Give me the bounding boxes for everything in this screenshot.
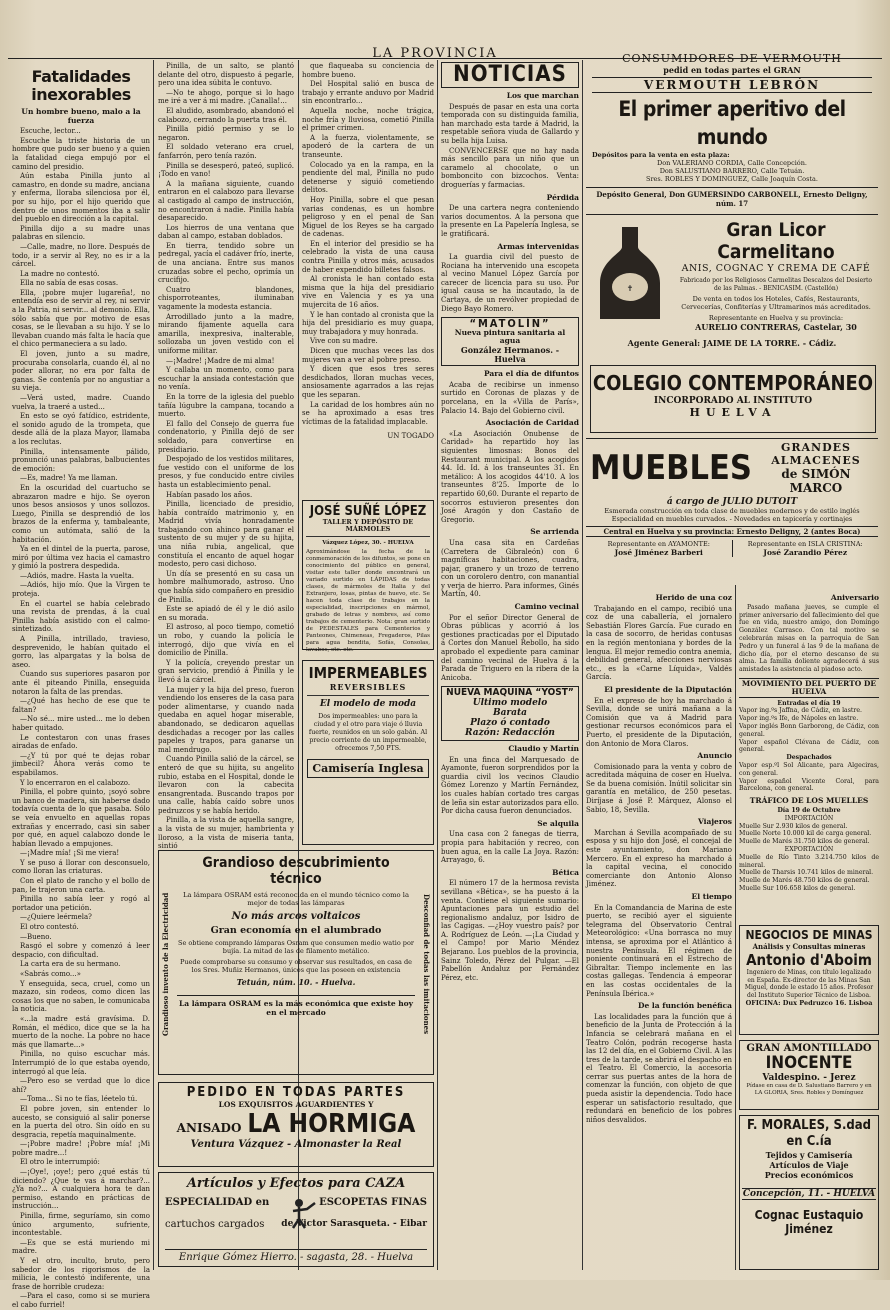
news-body	[739, 594, 879, 674]
paragraph: A la mañana siguiente, cuando entraron en el calabozo para llevarse al castigado al campo de instrucción, no encontraron á nadie. Pinilla había desaparecido.	[158, 179, 294, 223]
movimiento-salidas: Despachados	[786, 754, 832, 762]
ad-caza-l4: de Victor Sarasqueta. - Eibar	[281, 1219, 427, 1229]
ad-impermeables-sub: REVERSIBLES	[329, 682, 407, 692]
paragraph: —¡Oye!, ¡oye!; pero ¿qué estás tú diciendo? ¿Que te vas á marchar?... ¿Ya no?... A cualquiera hora te dan permiso, estando en prácticas de instrucción...	[12, 1168, 150, 1211]
paragraph: Del Hospital salió en busca de trabajo y errante anduvo por Madrid sin encontrarlo...	[302, 80, 434, 106]
paragraph: Al cronista le han contado esta misma que la hija del presidiario vive en Valencia y es ya una mujercita de 16 años.	[302, 275, 434, 310]
list-item: Muelle de Río Tinto 3.214.750 kilos de mineral.	[739, 853, 879, 869]
noticias-title: NOTICIAS	[441, 62, 579, 88]
paragraph: En el interior del presidio se ha celebrado la vista de una causa contra Pinilla y otros más, acusados de haber expendido billetes falsos.	[302, 239, 434, 274]
paragraph: Y dicen que esos tres seres desdichados, lloran muchas veces, ansiosamente agarrados a las rejas que les separan.	[302, 365, 434, 399]
news-heading: El presidente de la Diputación	[604, 684, 732, 694]
vermouth-top: CONSUMIDORES DE VERMOUTH	[622, 52, 842, 65]
paragraph: Pinilla no sabía leer y rogó al portador una petición.	[12, 895, 150, 912]
paragraph: El joven, junto a su madre, procuraba consolarla, cuando él, al no poder allorar, no era por falta de ganas. Se contenía por no angustiar a su vieja.	[12, 350, 150, 393]
list-item: Vapor español Vicente Coral, para Barcelona, con general.	[739, 777, 879, 793]
paragraph: Pinilla dijo a su madre unas palabras en silencio.	[12, 224, 150, 242]
news-text: CONVENCERSE que no hay nada más sencillo para un niño que un caramelo al chocolate, o un bomboncito con bizcochos. Venta: droguerías y farmacias.	[441, 146, 579, 189]
paragraph: Pinilla, firme, seguríamo, sin como único argumento, sufriente, incontestable.	[12, 1212, 150, 1238]
ad-marmoles-address: Vázquez López, 30. - HUELVA	[322, 540, 414, 546]
ad-colegio	[590, 365, 876, 433]
paragraph: —¡Madre mía! ¡Si me viera!	[20, 849, 120, 858]
article-body	[158, 62, 294, 851]
ad-marmoles-name: JOSÉ SUÑÉ LÓPEZ	[309, 504, 427, 519]
paragraph: Con el plato de rancho y el bollo de pan, le trajeron una carta.	[12, 877, 150, 894]
news-heading: Anuncio	[697, 751, 732, 761]
ad-impermeables-text: Dos impermeables: uno para la ciudad y el otro para viaje ó lluvia fuerte, reunidos en un solo gabán. Al precio corriente de un impermeable, ofrecemos 7,50 PTS.	[308, 713, 428, 752]
minas-name: Antonio d'Aboim	[746, 951, 872, 969]
vermouth-r2: Don SALUSTIANO BARRERO, Calle Tetuán.	[659, 167, 805, 175]
paragraph: Despojado de los vestidos militares, fue vestido con el uniforme de los presos, y fue conducido entre civiles hasta un establecimiento penal.	[158, 455, 294, 489]
paragraph: Cuatro blandones, chisporroteantes, iluminaban vagamente la modesta estancia.	[158, 285, 294, 312]
list-item: Vapor ing.ºs Ife, de Nápoles en lastre.	[739, 715, 859, 723]
column-rule	[437, 60, 438, 1270]
news-body	[586, 594, 732, 1124]
vermouth-name: VERMOUTH LEBRÓN	[592, 77, 872, 93]
colegio-title: COLEGIO CONTEMPORÁNEO	[592, 371, 874, 395]
paragraph: Ella, ¡pobre mujer lugareña!, no entendía eso de servir al rey, ni servir a la Patria, ni servir... al demonio. Ella, sólo sabía que por motivo de esas cosas, se le llevaban a su hijo. Y se lo llevaban cuando más falta le hacía que el chico permaneciera a su lado.	[12, 288, 150, 349]
paragraph: —Verá usted, madre. Cuando vuelva, la traeré a usted...	[12, 394, 150, 411]
paragraph: Arrodillado junto a la madre, mirando fijamente aquella cara amarilla, inexpresiva, inalterable, sollozaba un joven vestido con el uniforme militar.	[158, 312, 294, 355]
paragraph: A Pinilla, intrillado, travieso, desprevenido, le habían quitado el gorro, las alpargatas y la bolsa de aseo.	[12, 635, 150, 669]
noticias-items-c	[441, 745, 579, 982]
news-column-7	[586, 590, 732, 1270]
vermouth-slogan: El primer aperitivo del mundo	[618, 97, 846, 149]
paragraph: —Pero eso se verdad que lo dice ahí?	[12, 1077, 150, 1094]
news-text: En el expreso de hoy ha marchado á Sevilla, donde se unirá mañana a la Comisión que va á Madrid para gestionar recursos económicos para el Puerto, el presidente de la Diputación, don Antonio de Mora Claros.	[586, 696, 732, 748]
paragraph: —¿Quiere leérmela?	[20, 913, 92, 922]
paragraph: Y le han contado al cronista que la hija del presidiario es muy guapa, muy trabajadora y muy honrada.	[302, 310, 434, 336]
ad-osram-title: Grandioso descubrimiento técnico	[202, 855, 390, 887]
news-text: En una finca del Marquesado de Ayamonte, fueron sorprendidos por la guardia civil los vecinos Claudio Gómez Lorenzo y Martín Fernández, los cuales habían cortado tres cargas de leña sin estar autorizados para ello. Por dicha causa fueron denunciados.	[441, 755, 579, 816]
amontillado-t4: Pídase en casa de D. Salustiano Barrero y en LA GLORIA, Sres. Robles y Domínguez	[746, 1083, 872, 1096]
news-text: El número 17 de la hermosa revista sevillana «Bética», se ha puesto á la venta. Contiene el siguiente sumario: Apuntaciones para un estudio del regionalismo andaluz, por Isidro de las Cagigas. —¿Hoy vuestro país? por A. Rodríguez de León. —¡La Ciudad y el Campo! por Mario Méndez Bejarano. Los pueblos de la provincia, Sainz Toledo, Pérez del Pulgar. —El Pabellón Andaluz por Fernández Pérez, etc.	[441, 879, 579, 982]
paragraph: —¿Y tú por qué te dejas robar jimbecil? Ahora verás como te espabilamos.	[12, 751, 150, 777]
paragraph: Y la policía, creyendo prestar un gran servicio, prendió á Pinilla y le llevó á la cárcel.	[158, 658, 294, 684]
list-item: Vapor esp.ºl Sol Alicante, para Algeciras, con general.	[739, 761, 879, 777]
paragraph: El astroso, al poco tiempo, cometió un robo, y cuando la policía le interrogó, dijo que vivía en el domicilio de Pinilla.	[158, 623, 294, 658]
news-text: «La Asociación Onubense de Caridad» ha repartido hoy las siguientes limosnas: Bonos del Restaurant municipal. A los acogidos 44. Id. Id. á los transeuntes 31. En metálico: A los acogidos 44'10. A los transeuntes 8'25. Importe de lo repartido 60,60. Durante el reparto de socorros estuvieron presentes don José Aragón y don Castaño de Gregorio.	[441, 429, 579, 524]
ad-caza-footer: Enrique Gómez Hierro. - sagasta, 28. - Huelva	[165, 1249, 427, 1263]
news-heading: Aniversario	[830, 593, 879, 602]
paragraph: Pinilla pidió permiso y se lo negaron.	[158, 125, 294, 142]
ad-osram-line3: Gran economía en el alumbrado	[210, 925, 382, 936]
paragraph: Pinilla, licenciado de presidio, había contraído matrimonio y, en Madrid vivía honradamente trabajando con ahinco para ganar el sustento de su mujer y de su hijita, una niña rubia, angelical, que constituía el encanto de aquel hogar modesto, pero casi dichoso.	[158, 500, 294, 569]
article-body	[12, 127, 150, 1309]
ad-impermeables-title: IMPERMEABLES	[308, 664, 428, 682]
list-item: Vapor inglés Bonn Garborong, de Cádiz, con general.	[739, 722, 879, 738]
trafico-day: Día 19 de Octubre	[777, 806, 841, 814]
news-column-8	[739, 590, 879, 920]
ad-hormiga-top: PEDIDO EN TODAS PARTES	[186, 1085, 406, 1100]
paragraph: A la fuerza, violentamente, se apoderó de la cartera de un transeunte.	[302, 133, 434, 159]
vermouth-r1: Don VALERIANO CORDIA, Calle Concepción.	[657, 159, 807, 167]
matolin-maker: González Hermanos. - Huelva	[460, 345, 560, 364]
noticias-items-b	[441, 370, 579, 682]
yost-l3: Plazo ó contado	[470, 718, 550, 728]
paragraph: Pinilla, a la vista de aquella sangre, a la vista de su mujer, hambrienta y lloroso, a la vista de miseria tanta, sintió	[158, 816, 294, 851]
paragraph: La caridad de los hombres aún no se ha aproximado a esas tres víctimas de la fatalidad implacable.	[302, 400, 434, 426]
news-text: Trabajando en el campo, recibió una coz de una caballería, el jornalero Sebastián Flores García. Fue curado en la casa de socorro, de heridas contusas en la región mentoniana y bordes de la lengua. El mejor remedio contra anemia, debilidad general, afecciones nerviosas etc., es la «Carne Líquida», Valdés García.	[586, 604, 732, 682]
morales-s2: Artículos de Viaje	[769, 1160, 849, 1170]
minas-sub: Análisis y Consultas mineras	[752, 942, 866, 951]
ad-la-hormiga	[158, 1082, 434, 1167]
colegio-sub: INCORPORADO AL INSTITUTO	[653, 396, 813, 406]
ad-osram-side-left: Grandioso invento de la Electricidad	[161, 892, 170, 1036]
ad-amontillado	[739, 1040, 879, 1110]
news-heading: Viajeros	[697, 817, 732, 827]
news-heading: Herido de una coz	[655, 593, 732, 602]
article-column-1	[12, 62, 150, 1309]
ad-vermouth	[586, 52, 878, 212]
paragraph: Dicen que muchas veces las dos mujeres van a ver al pobre preso.	[302, 347, 434, 364]
ad-osram-side-right: Desconfiad de todas las imitaciones	[422, 893, 431, 1035]
matolin-title: “MATOLÍN”	[469, 317, 551, 331]
paragraph: En esto se oyó fatídico, estridente, el sonido agudo de la trompeta, que desde allá de la plaza Mayor, llamaba a los reclutas.	[12, 412, 150, 446]
news-text: La guardia civil del puesto de Rociana ha intervenido una escopeta al vecino Manuel López García por carecer de licencia para su uso. Por igual causa se ha incautado, la de Cartaya, de un revólver propiedad de Diego Bayo Romero.	[441, 253, 579, 313]
paragraph: Escuche, lector...	[20, 127, 81, 136]
ad-caza-l2: ESCOPETAS FINAS	[319, 1197, 427, 1208]
paragraph: —Es, madre! Ya me llaman.	[20, 474, 118, 483]
amontillado-t2: INOCENTE	[765, 1053, 853, 1073]
ad-osram-line4: Se obtiene comprando lámparas Osram que consumen medio watio por bujía. La mitad de las de filamento metálico.	[178, 939, 414, 955]
list-item: Vapor ing.ºs Jaffna, de Cádiz, en lastre.	[739, 707, 862, 715]
ad-minas	[739, 925, 879, 1035]
ad-impermeables-model: El modelo de moda	[319, 699, 417, 709]
licor-sub: ANIS, COGNAC Y CREMA DE CAFÉ	[681, 263, 871, 274]
paragraph: —Es que se está muriendo mi madre.	[12, 1238, 150, 1256]
news-heading: Se arrienda	[530, 527, 579, 537]
list-item: Muelle de Marés 48.750 kilos de general.	[739, 877, 870, 885]
vermouth-gen: Depósito General, Don GUMERSINDO CARBONELL, Ernesto Deligny, núm. 17	[586, 187, 878, 208]
amontillado-t3: Valdespino. - Jerez	[762, 1073, 856, 1083]
muebles-t1: Esmerada construcción en toda clase de muebles modernos y de estilo inglés	[604, 507, 860, 515]
paragraph: En la torre de la iglesia del pueblo tañía lúgubre la campana, tocando a muerto.	[158, 392, 294, 419]
news-heading: Pérdida	[546, 192, 579, 202]
ad-marmoles	[302, 500, 434, 653]
ad-impermeables	[302, 660, 434, 845]
list-item: Muelle Sur 2.930 kilos de general.	[739, 822, 848, 830]
paragraph: Un día se presentó en su casa un hombre malhumorado, astroso. Uno que había sido compañero en presidio de Pinilla.	[158, 569, 294, 604]
ad-osram-line2: No más arcos voltaicos	[231, 911, 361, 922]
paragraph: Le contestaron con unas frases airadas de enfado.	[12, 733, 150, 751]
hunter-icon	[281, 1197, 317, 1229]
article-body	[302, 62, 434, 426]
list-item: Vapor español Clévana de Cádiz, con general.	[739, 738, 879, 754]
trafico-imp-list	[739, 823, 879, 846]
movimiento-list	[739, 707, 879, 754]
news-heading: Camino vecinal	[514, 602, 579, 612]
ad-muebles	[586, 438, 878, 583]
licor-agent: Agente General: JAIME DE LA TORRE. - Cádiz.	[627, 338, 837, 348]
movimiento-title: MOVIMIENTO DEL PUERTO DE HUELVA	[739, 678, 879, 698]
licor-fab: Fabricado por los Religiosos Carmelitas Descalzos del Desierto de las Palmas. - BENICASIM. (Castellón)	[679, 277, 873, 292]
trafico-imp: IMPORTACIÓN	[784, 814, 834, 822]
ad-caza-l3: cartuchos cargados	[165, 1219, 265, 1230]
paragraph: Ella no sabía de esas cosas.	[20, 279, 119, 288]
paragraph: Este se apiadó de él y le dió asilo en su morada.	[158, 605, 294, 622]
muebles-cargo: á cargo de JULIO DUTOIT	[666, 497, 798, 507]
paragraph: Hoy Pinilla, sobre el que pesan varias condenas, es un hombre peligroso y en el penal de San Miguel de los Reyes se ha cargado de cadenas.	[302, 195, 434, 239]
article-signature: UN TOGADO	[387, 432, 434, 441]
article-subtitle: Un hombre bueno, malo a la fuerza	[21, 107, 141, 125]
muebles-rep1: Representante en AYAMONTE:	[607, 540, 710, 548]
yost-l2: Barata	[492, 708, 527, 718]
paragraph: —Para el caso, como si se muriera el cabo furriel!	[12, 1292, 150, 1309]
news-heading: Armas intervenidas	[497, 241, 579, 251]
ad-osram-footer: La lámpara OSRAM es la más económica que existe hoy en el mercado	[177, 995, 415, 1017]
paragraph: El otro le interrumpió:	[20, 1158, 100, 1167]
paragraph: El aludido, asombrado, abandonó el calabozo, cerrando la puerta tras él.	[158, 106, 294, 124]
colegio-city: HUELVA	[689, 406, 777, 419]
article-title: Fatalidades inexorables	[31, 67, 131, 104]
licor-venta: De venta en todos los Hoteles, Cafés, Restaurants, Cervecerías, Confiterías y Ultramarinos más acreditados.	[681, 295, 871, 311]
paragraph: En la oscuridad del cuartucho se abrazaron madre e hijo. Se oyeron unos besos ansiosos y unos sollozos. Luego, Pinilla se desprendió de los brazos de la enferma y, tambaleante, como un autómata, salió de la habitación.	[12, 483, 150, 544]
muebles-rep1n: José Jiménez Barberi	[614, 548, 703, 557]
paragraph: La carta era de su hermano.	[20, 960, 121, 969]
paragraph: La madre no contestó.	[20, 269, 100, 278]
paragraph: En tierra, tendido sobre un pedregal, yacía el cadáver frío, inerte, de una anciana. Entre sus manos cruzadas sobre el pecho, oprimía un crucifijo.	[158, 241, 294, 285]
muebles-t2: Especialidad en muebles curvados. - Novedades en tapicería y cortinajes	[611, 515, 853, 523]
news-heading: Los que marchan	[506, 91, 579, 100]
yost-l4: Razón: Redacción	[465, 728, 555, 738]
list-item: Muelle de Marés 31.750 kilos de general.	[739, 838, 870, 846]
paragraph: La mujer y la hija del preso, fueron vendiendo los enseres de la casa para poder alimentarse, y cuando nada quedaba en aquel hogar miserable, abandonado, se dedicaron aquellas desdichadas a recoger por las calles papeles y trapos, para ganarse un mal mendrugo.	[158, 685, 294, 754]
news-text: En la Comandancia de Marina de este puerto, se recibió ayer el siguiente telegrama del Observatorio Central Meteorológico: «Una borrasca no muy intensa, se aproxima por el Atlántico á nuestra Península. El régimen de poniente continuará en el Estrecho de Gibraltar. Tiempo inclemente en las costas gallegas. Tendencia á empeorar en las costas occidentales de la Península Ibérica.»	[586, 903, 732, 998]
bottle-icon	[590, 223, 670, 323]
paragraph: Pinilla se desesperó, pateó, suplicó. ¡Todo en vano!	[158, 161, 294, 179]
morales-title: F. MORALES, S.dad en C.ía	[746, 1118, 872, 1149]
ad-caza	[158, 1172, 434, 1267]
article-column-2	[158, 62, 294, 902]
news-text: Pasado mañana jueves, se cumple el primer aniversario del fallecimiento del que fue en vida, nuestro amigo, don Domingo González Carrasco. Con tal motivo se celebrarán misas en la parroquia de San Pedro y un funeral á las 9 de la mañana de dicho día, por el eterno descanso de su alma. La familia doliente agradecerá á sus amistades la asistencia al piadoso acto.	[739, 603, 879, 674]
muebles-title: MUEBLES	[590, 448, 752, 488]
vermouth-dep: Depósitos para la venta en esta plaza:	[592, 151, 730, 159]
paragraph: Y se puso á llorar con desconsuelo, como lloran las criaturas.	[12, 858, 150, 876]
paragraph: Pinilla, intensamente pálido, pronunció unas palabras, balbucientes de emoción:	[12, 447, 150, 473]
trafico-exp-list	[739, 854, 879, 893]
news-text: Una casa con 2 fanegas de tierra, propia para habitación y recreo, con buen agua, en la calle La Joya. Razón: Arrayago, 6.	[441, 830, 579, 865]
muebles-rep2n: José Zarandio Pérez	[763, 548, 848, 557]
paragraph: Vive con su madre.	[310, 337, 378, 346]
paragraph: —Adiós, hijo mío. Que la Virgen te proteja.	[12, 581, 150, 599]
paragraph: Y enseguida, seca, cruel, como un mazazo, sin rodeos, como dicen las cosas los que no saben, le comunicaba la noticia.	[12, 979, 150, 1014]
paragraph: En el cuartel se había celebrado una revista de prendas, á la cual Pinilla había asistido con el calmo-sintetizado.	[12, 599, 150, 634]
ad-marmoles-sub: TALLER Y DEPÓSITO DE MÁRMOLES	[322, 518, 414, 533]
news-text: Después de pasar en esta una corta temporada con su distinguida familia, han marchado esta tarde á Madrid, la respetable señora viuda de Gallardo y su bella hija Luisa.	[441, 102, 579, 145]
paragraph: —Calle, madre, no llore. Después de todo, ir a servir al Rey, no es ir a la cárcel.	[12, 242, 150, 269]
matolin-sub: Nueva pintura sanitaria al agua	[454, 327, 566, 346]
ad-hormiga-anisado: ANISADO	[176, 1121, 242, 1135]
paragraph: Cuando Pinilla salió de la cárcel, se enteró de que su hijita, su angelito rubio, estaba en el Hospital, donde le llevaron con la cabecita ensangrentada. Buscando trapos por una calle, había caído sobre unos pedruzcos y se había herido.	[158, 755, 294, 815]
vermouth-ped: pedid en todas partes el GRAN	[663, 65, 801, 75]
paragraph: que flaqueaba su conciencia de hombre bueno.	[302, 62, 434, 79]
paragraph: El pobre joven, sin entender lo aucesto, se consiguió al salir ponerse en la puerta del otro. Sin oído en su desgracia, repetía maquinalmente.	[12, 1104, 150, 1139]
paragraph: —Adiós, madre. Hasta la vuelta.	[20, 571, 135, 580]
paragraph: Y el otro, inculto, bruto, pero sabedor de los rigorismos de la milicia, le contestó indiferente, una frase de horrible crudeza:	[12, 1257, 150, 1291]
morales-s3: Precios económicos	[764, 1170, 854, 1180]
vermouth-r3: Sres. ROBLES Y DOMINGUEZ, Calle Joaquín Costa.	[646, 175, 818, 183]
column-rule	[735, 585, 736, 1270]
paragraph: —Toma... Si no te fías, léetelo tú.	[20, 1095, 138, 1104]
paragraph: «...la madre está gravísima. D. Román, el médico, dice que se la ha muerto de la noche. La pobre no hace más que llamarte...»	[12, 1014, 150, 1049]
muebles-central: Central en Huelva y su provincia: Ernesto Deligny, 2 (antes Boca)	[586, 526, 878, 537]
news-text: Una casa sita en Cardeñas (Carretera de Gibraleón) con 6 magníficas habitaciones, cuadra, pajar, granero y un trozo de terreno con un corolero dentro, con manantial y verja de hierro. Para informes, Ginés Martín, 40.	[441, 538, 579, 599]
paragraph: El soldado veterano era cruel, fanfarrón, pero tenía razón.	[158, 143, 294, 160]
muebles-sub1: GRANDES ALMACENES	[771, 441, 861, 467]
trafico-title: TRÁFICO DE LOS MUELLES	[749, 796, 869, 806]
movimiento-list-2	[739, 762, 879, 793]
paragraph: Pinilla, el pobre quinto, ¡soyó sobre un banco de madera, sin haberse dado todavía cuenta de lo que pasaba. Sólo se veía envuelto en aquellas ropas extrañas y encerrado, casi sin saber por qué, en aquel calabozo donde le habían llevado a empujones.	[12, 788, 150, 848]
news-heading: Asociación de Caridad	[485, 418, 579, 428]
ad-impermeables-store: Camisería Inglesa	[307, 759, 429, 778]
ad-hormiga-sub: LOS EXQUISITOS AGUARDIENTES Y	[218, 1100, 374, 1109]
ad-hormiga-maker: Ventura Vázquez - Almonaster la Real	[190, 1139, 402, 1150]
news-text: Las localidades para la función que á beneficio de la Junta de Protección á la Infancia se celebrará mañana en el Teatro Colón, podrán recogerse hasta las 12 del día, en el Gobierno Civil. A las tres de la tarde, se abrirá el despacho en el Teatro. El Comercio, la accesoria cerrar sus puertas antes de la hora de comenzar la función, con objeto de que pueda asistir la dependencia. Todo hace esperar un satisfactorio resultado, que redundará en beneficio de los pobres niños desvalidos.	[586, 1012, 732, 1124]
news-heading: Claudio y Martín	[508, 744, 579, 753]
ad-osram	[158, 850, 434, 1075]
svg-text:✝: ✝	[626, 284, 634, 293]
muebles-sub2: de SIMÓN MARCO	[781, 467, 851, 495]
paragraph: —¿Qué has hecho de ese que te faltan?	[12, 697, 150, 714]
paragraph: «Sabrás como...»	[20, 970, 81, 978]
column-rule	[153, 60, 154, 1270]
paragraph: Pinilla, no quiso escuchar más. Interrumpió de lo que estaba oyendo, interrogó al que leía.	[12, 1050, 150, 1076]
minas-title: NEGOCIOS DE MINAS	[745, 928, 873, 942]
paragraph: —Bueno.	[20, 932, 52, 941]
masthead: LA PROVINCIA	[372, 46, 498, 61]
paragraph: Aquella noche, noche trágica, noche fría y lluviosa, cometió Pinilla el primer crimen.	[302, 106, 434, 133]
paragraph: Rasgó el sobre y comenzó á leer despacio, con dificultad.	[12, 942, 150, 959]
muebles-rep2: Representante en ISLA CRISTINA:	[747, 540, 863, 548]
paragraph: Ya en el dintel de la puerta, parose, miró por última vez hacia el camastro y gimió la postrera despedida.	[12, 545, 150, 571]
morales-foot: Cognac Eustaquio Jiménez	[754, 1208, 864, 1236]
paragraph: —No sé... mire usted... me lo deben haber quitado.	[12, 715, 150, 732]
news-heading: De la función benéfica	[638, 1001, 732, 1011]
ad-osram-line5: Puede comprobarse su consumo y observar sus resultados, en casa de los Sres. Muñiz Hermanos, únicos que las poseen en existencia	[180, 958, 412, 974]
paragraph: El fallo del Consejo de guerra fue condenatorio, y Pinilla dejó de ser soldado, para convertirse en presidiario.	[158, 419, 294, 454]
licor-title: Gran Licor Carmelitano	[717, 219, 835, 263]
licor-repname: AURELIO CONTRERAS, Castelar, 30	[695, 322, 857, 332]
noticias-column	[441, 62, 579, 1272]
paragraph: —No te ahogo, porque si lo hago me iré a ver á mi madre. ¡Canalla!...	[158, 88, 294, 106]
news-text: Acaba de recibirse un inmenso surtido en Coronas de plazas y de porcelana, en la «Villa de París», Palacio 14. Bajo del Gobierno civil.	[441, 380, 579, 415]
paragraph: Colocado ya en la rampa, en la pendiente del mal, Pinilla no pudo detenerse y siguió cometiendo delitos.	[302, 160, 434, 195]
paragraph: Aún estaba Pinilla junto al camastro, en donde su madre, anciana y enferma, lloraba silenciosa por él, por su hijo, por el hijo querido que dentro de unos momentos iba a salir del pueblo en dirección a la capital.	[12, 172, 150, 224]
paragraph: Y callaba un momento, como para escuchar la ansiada contestación que no venía.	[158, 366, 294, 392]
morales-addr: Concepción, 11. - HUELVA	[742, 1189, 876, 1199]
ad-caza-l1: ESPECIALIDAD en	[165, 1197, 270, 1208]
article-column-3	[302, 62, 434, 502]
news-heading: Se alquila	[537, 818, 579, 828]
paragraph: Habían pasado los años.	[166, 490, 253, 499]
list-item: Muelle Norte 10.000 kil de carga general.	[739, 830, 872, 838]
paragraph: El otro contestó.	[20, 923, 79, 932]
list-item: Muelle Sur 106.658 kilos de general.	[739, 884, 856, 892]
paragraph: —¡Madre! ¡Madre de mi alma!	[166, 356, 275, 365]
yost-l1: Ultimo modelo	[472, 698, 548, 708]
ad-marmoles-text: Aproximándose la fecha de la conmemoración de los difuntos, se pone en conocimiento del público en general, visitar este taller donde encontrará un variado surtido en LÁPIDAS de todas clases, de mármoles de Italia y del Extranjero, losas, pintas de huevo, etc. Se hacen toda clase de trabajos en la especialidad, inscripciones en mármol, grabado de letras y nombres, así como trabajos de cementerio. Nota: gran surtido de PEDESTALES para Cementerios y Panteones, Chimeneas, Fregaderos, Pilas para agua bendita, Sofás, Consolas, lavabos, etc. etc.	[306, 549, 430, 653]
news-heading: El tiempo	[691, 892, 732, 901]
news-text: Comisionado para la venta y cobro de acreditada máquina de coser en Huelva. Se da buena comisión. Inútil solicitar sin garantía en metálico, de 250 pesetas. Diríjase á José P. Márquez, Alonso el Sabio, 18, Sevilla.	[586, 762, 732, 814]
ad-licor-carmelitano	[586, 214, 878, 354]
ad-osram-line1: La lámpara OSRAM está reconocida en el mundo técnico como la mejor de todas las lámparas	[183, 891, 409, 907]
noticias-items-a	[441, 92, 579, 313]
morales-s1: Tejidos y Camisería	[765, 1150, 853, 1160]
licor-rep: Representante en Huelva y su provincia:	[708, 314, 844, 322]
news-heading: Para el día de difuntos	[483, 369, 579, 379]
news-text: Marchan á Sevilla acompañado de su esposa y su hijo don José, el concejal de este ayuntamiento, don Mariano Mercero. En el expreso ha marchado á la capital vecina, el conocido comerciante don Antonio Alonso Jiménez.	[586, 828, 732, 889]
ad-matolin-1	[441, 317, 579, 366]
movimiento-entradas: Entradas el día 19	[777, 699, 841, 707]
ad-morales	[739, 1115, 879, 1270]
news-heading: Bética	[552, 867, 579, 877]
paragraph: Y lo encerraron en el calabozo.	[20, 778, 131, 787]
news-text: Por el señor Director General de Obras públicas y acorrió á los gestiones practicadas por el Diputado á Cortes don Manuel Rebollo, ha sido aprobado el expediente para caminar del camino vecinal de Huelva á la Parada de Triguero en la ribera de la Anicoba.	[441, 613, 579, 682]
paragraph: —¡Pobre madre! ¡Pobre mía! ¡Mi pobre madre...!	[12, 1140, 150, 1157]
ad-osram-line6: Tetuán, núm. 10. - Huelva.	[236, 977, 356, 987]
paragraph: Escuche la triste historia de un hombre que pudo ser bueno y a quien la fatalidad ciega empujó por el camino del presidio.	[12, 136, 150, 171]
paragraph: Cuando sus superiores pasaron por ante él piteando Pinilla, enseguida notaron la falta de las prendas.	[12, 670, 150, 696]
minas-text: Ingeniero de Minas, con título legalizado en España. Ex-director de las Minas San Miguel, donde le estado 15 años. Profesor del Instituto Superior Técnico de Lisboa.	[744, 969, 874, 999]
yost-title: NUEVA MAQUINA “YOST”	[446, 687, 574, 699]
amontillado-t1: GRAN AMONTILLADO	[746, 1043, 872, 1054]
trafico-exp: EXPORTACIÓN	[784, 845, 834, 853]
column-rule	[582, 60, 583, 1270]
ad-yost	[441, 686, 579, 741]
minas-office: OFICINA: Dux Pedruzco 16. Lisboa	[745, 999, 873, 1007]
list-item: Muelle de Tharsis 10.741 kilos de mineral.	[739, 869, 874, 877]
ad-caza-title: Artículos y Efectos para CAZA	[186, 1176, 406, 1191]
ad-hormiga-name: LA HORMIGA	[247, 1109, 416, 1139]
paragraph: Pinilla, de un salto, se plantó delante del otro, dispuesto á pegarle, pero una idea súbita le contuvo.	[158, 62, 294, 88]
paragraph: Los hierros de una ventana que daban al campo, estaban doblados.	[158, 223, 294, 241]
news-text: De una cartera negra conteniendo varios documentos. A la persona que la presente en La Papelería Inglesa, se le gratificará.	[441, 204, 579, 238]
